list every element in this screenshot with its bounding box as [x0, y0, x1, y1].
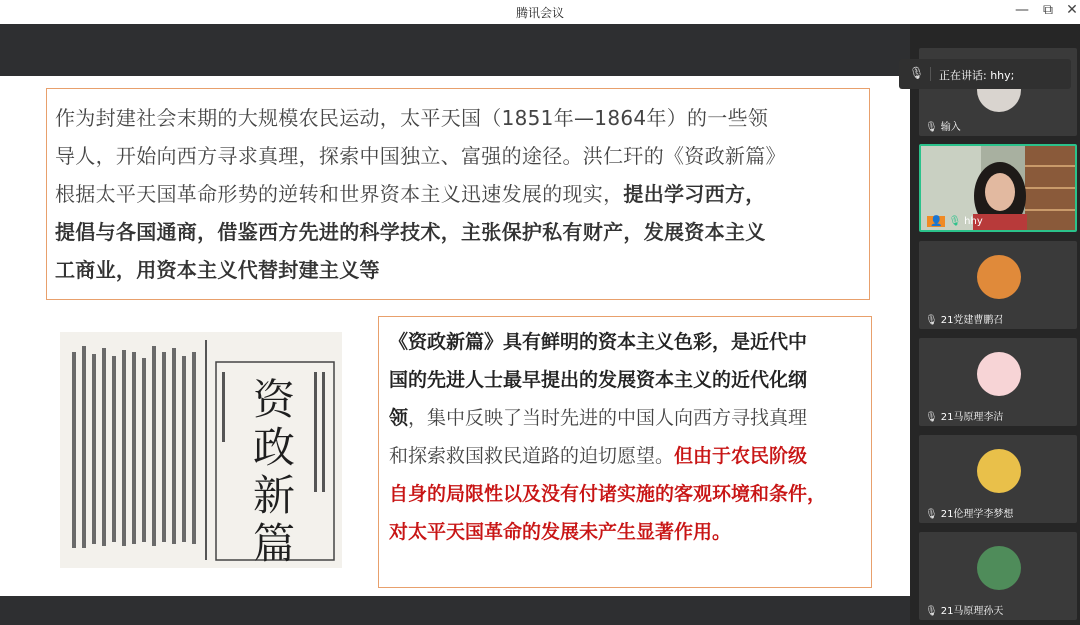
tiger-avatar — [977, 255, 1021, 299]
mic-muted-icon: 🎙 — [925, 122, 938, 133]
duck-avatar — [977, 449, 1021, 493]
participant-name: 🎙 21马原理李洁 — [925, 412, 1004, 423]
intro-text-box — [46, 88, 870, 300]
participant-name: 🎙 输入 — [925, 122, 961, 133]
participant-name: 🎙 21伦理学李梦想 — [925, 509, 1014, 520]
analysis-line: 《资政新篇》具有鲜明的资本主义色彩，是近代中 — [389, 331, 808, 353]
analysis-line — [389, 399, 863, 437]
mic-active-icon: 🎙 — [948, 216, 962, 227]
book-title-char: 政 — [252, 423, 295, 472]
mic-muted-icon: 🎙 — [925, 315, 938, 326]
participant-tile[interactable] — [919, 435, 1077, 523]
participant-name: 🎙 21马原理孙天 — [925, 606, 1004, 617]
analysis-bold-text: 领 — [389, 407, 409, 429]
close-icon[interactable]: ✕ — [1066, 2, 1078, 18]
share-screen-top-band — [0, 24, 910, 76]
dog-avatar — [977, 546, 1021, 590]
mic-muted-icon: 🎙 — [925, 412, 938, 423]
participant-name: 🎙 21党建曹鹏召 — [925, 315, 1004, 326]
analysis-red-text: 但由于农民阶级 — [674, 445, 808, 467]
mic-icon: 🎙 — [909, 66, 925, 80]
book-cover-title — [244, 376, 304, 568]
divider — [930, 67, 931, 81]
intro-line — [55, 213, 869, 251]
participant-tile-active[interactable] — [919, 144, 1077, 232]
intro-line — [55, 251, 869, 289]
participant-tile[interactable] — [919, 532, 1077, 620]
intro-bold-text: 提倡与各国通商，借鉴西方先进的科学技术，主张保护私有财产，发展资本主义 — [55, 220, 766, 244]
window-title: 腾讯会议 — [515, 6, 564, 20]
analysis-line: 国的先进人士最早提出的发展资本主义的近代化纲 — [389, 369, 808, 391]
analysis-text: 和探索救国救民道路的迫切愿望。 — [389, 445, 675, 467]
participant-tile[interactable] — [919, 338, 1077, 426]
pig-avatar — [977, 352, 1021, 396]
book-title-char: 篇 — [252, 519, 295, 568]
speaking-indicator — [899, 59, 1071, 89]
window-titlebar — [0, 0, 1080, 24]
minimize-icon[interactable]: — — [1015, 2, 1029, 18]
speaking-label: 正在讲话: hhy; — [939, 69, 1015, 82]
intro-line: 导人，开始向西方寻求真理，探索中国独立、富强的途径。洪仁玕的《资政新篇》 — [55, 144, 786, 168]
restore-icon[interactable]: ⧉ — [1043, 2, 1053, 18]
intro-bold-text: 工商业，用资本主义代替封建主义等 — [55, 258, 380, 282]
share-screen-bottom-band — [0, 596, 910, 625]
book-title-char: 资 — [252, 375, 295, 424]
shared-slide — [0, 76, 910, 596]
host-icon: 👤 — [927, 216, 945, 227]
analysis-line: 对太平天国革命的发展未产生显著作用。 — [389, 521, 732, 543]
participant-name: 👤 🎙 hhy — [927, 216, 983, 227]
analysis-text: ，集中反映了当时先进的中国人向西方寻找真理 — [408, 407, 808, 429]
analysis-text-box — [378, 316, 872, 588]
analysis-line — [389, 437, 863, 475]
intro-text: 根据太平天国革命形势的逆转和世界资本主义迅速发展的现实， — [55, 182, 624, 206]
mic-muted-icon: 🎙 — [925, 606, 938, 617]
book-title-char: 新 — [252, 471, 295, 520]
intro-line — [55, 175, 869, 213]
mic-muted-icon: 🎙 — [925, 509, 938, 520]
analysis-line: 自身的局限性以及没有付诸实施的客观环境和条件， — [389, 483, 827, 505]
intro-bold-text: 提出学习西方， — [623, 182, 766, 206]
participant-tile[interactable] — [919, 241, 1077, 329]
intro-line: 作为封建社会末期的大规模农民运动，太平天国（1851年—1864年）的一些领 — [55, 106, 769, 130]
